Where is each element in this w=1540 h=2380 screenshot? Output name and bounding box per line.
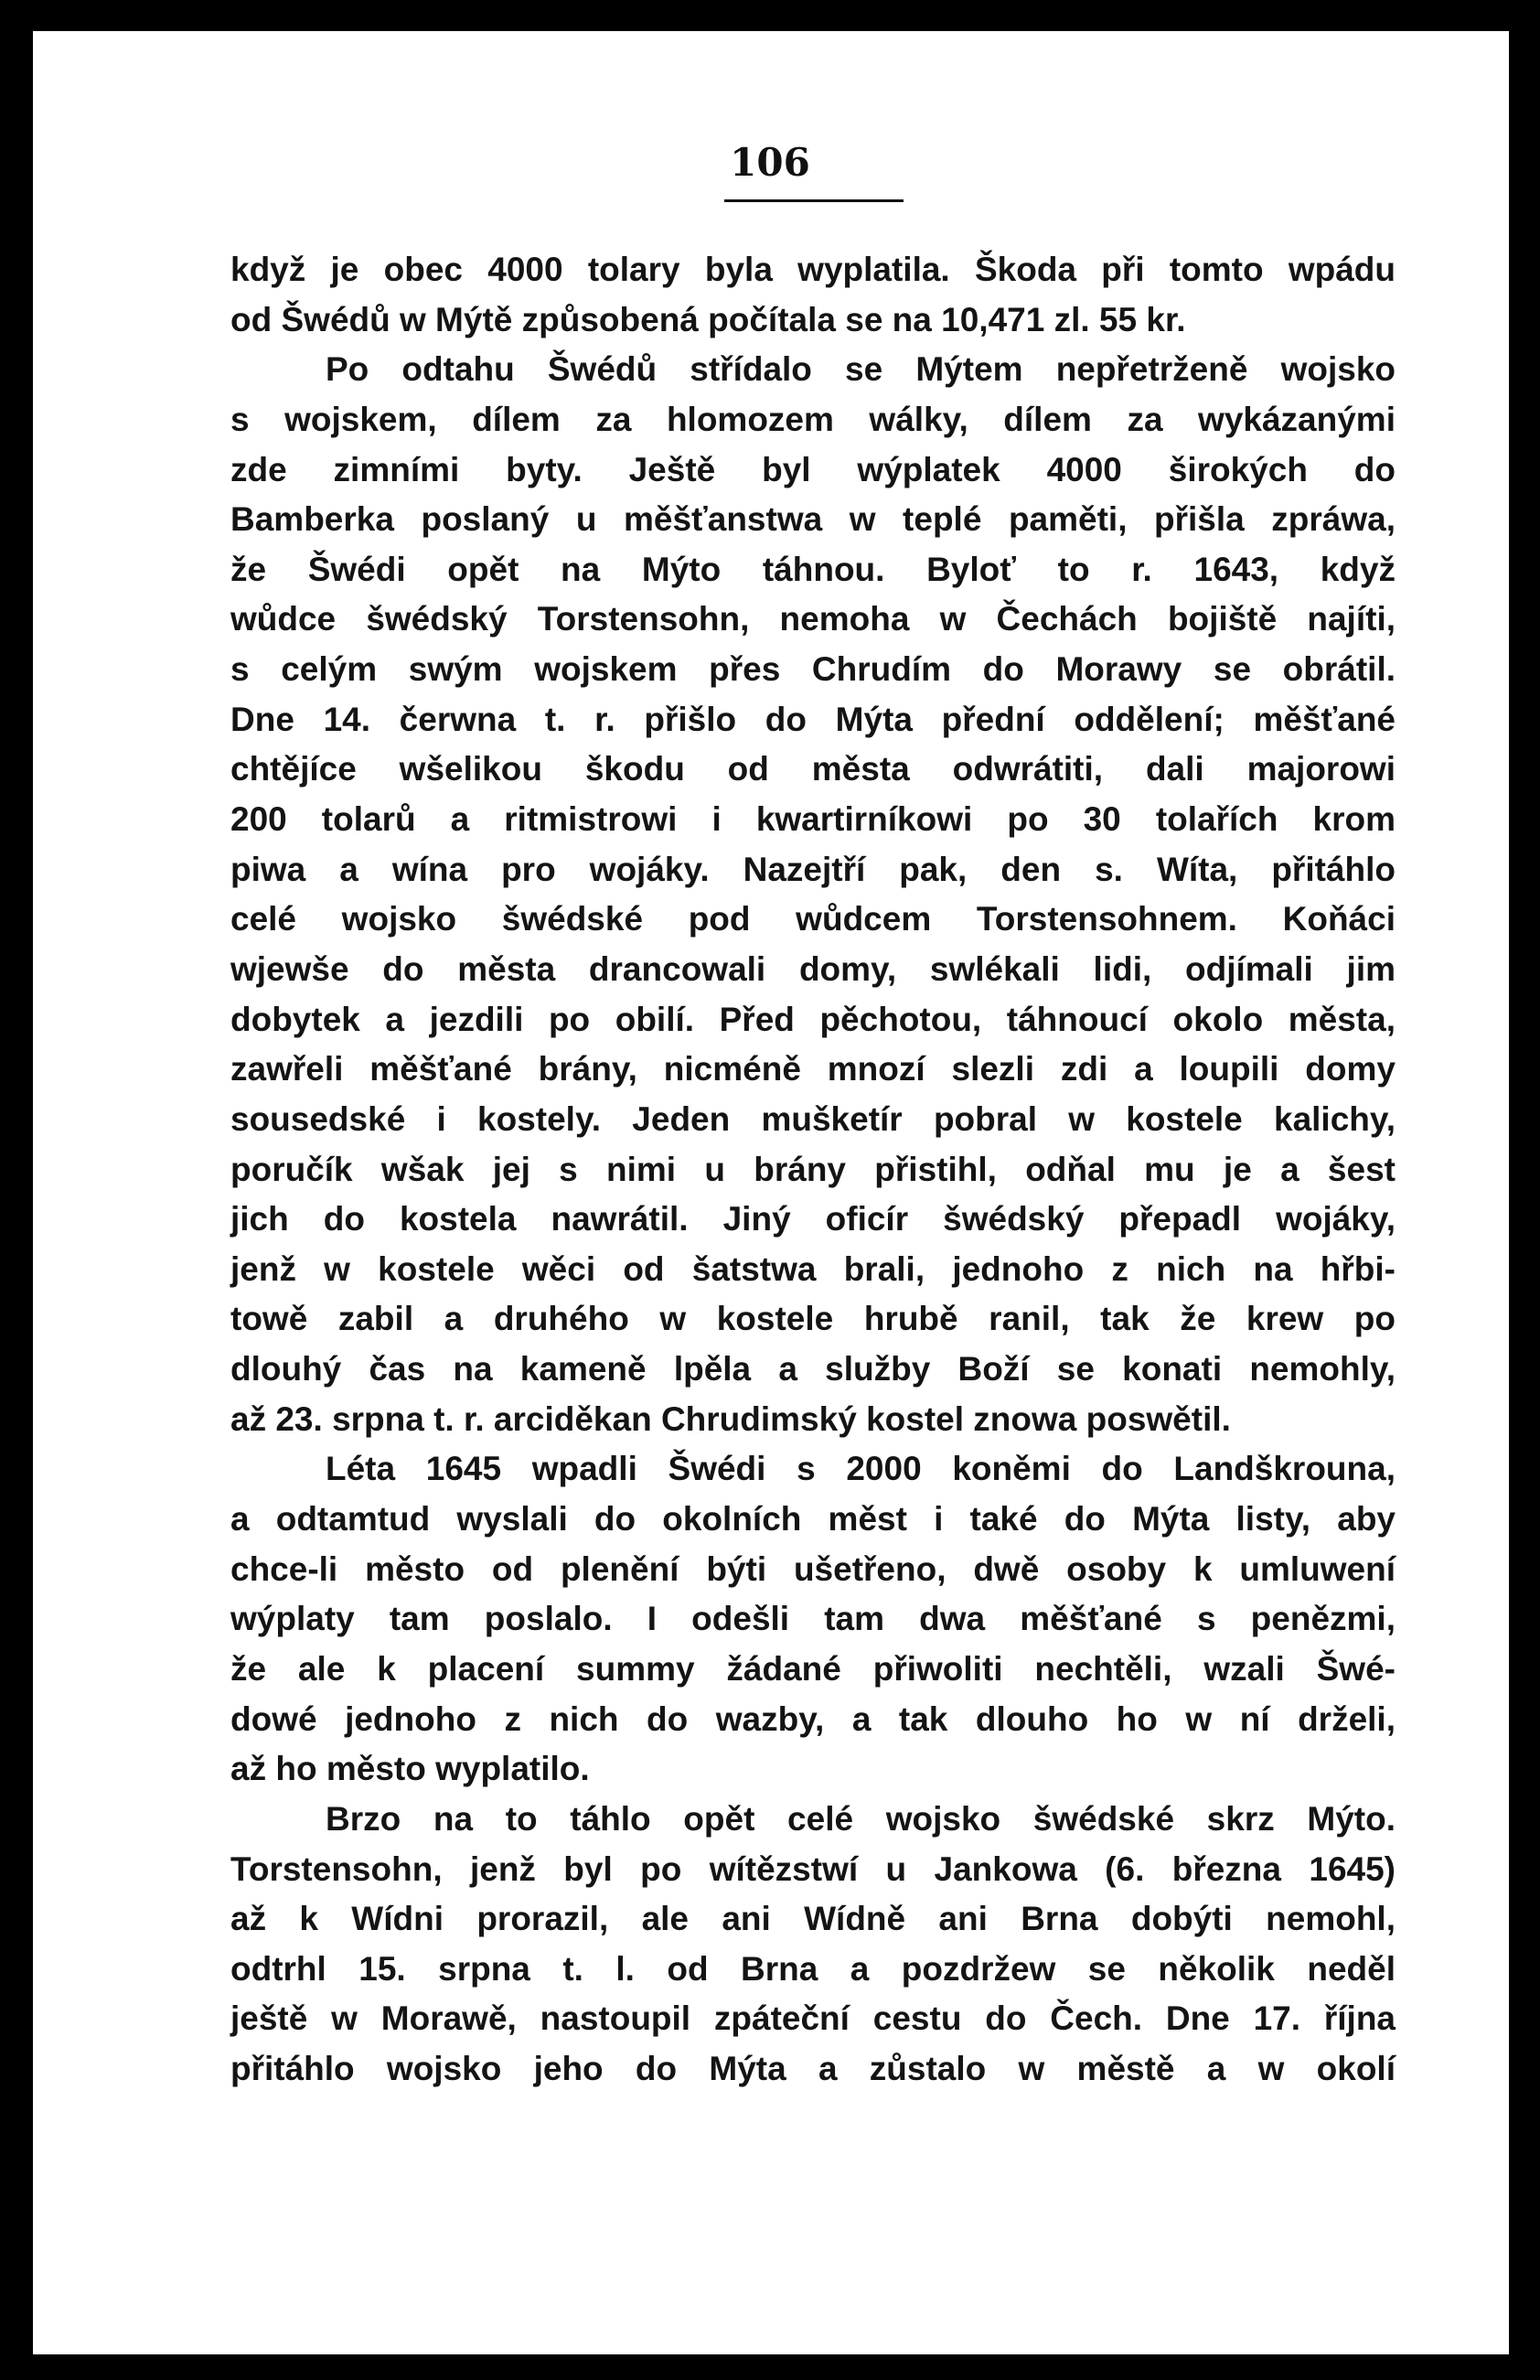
text-line: odtrhl 15. srpna t. l. od Brna a pozdržew se několik neděl	[230, 1949, 1396, 1988]
text-line: dobytek a jezdili po obilí. Před pěchotou, táhnoucí okolo města,	[230, 1000, 1396, 1038]
text-line: když je obec 4000 tolary byla wyplatila. Škoda při tomto wpádu	[230, 251, 1396, 288]
text-line: Po odtahu Šwédů střídalo se Mýtem nepřetrženě wojsko	[326, 350, 1396, 389]
text-line: dlouhý čas na kameně lpěla a služby Boží se konati nemohly,	[230, 1350, 1396, 1388]
text-line: piwa a wína pro wojáky. Nazejtří pak, den s. Wíta, přitáhlo	[230, 850, 1396, 888]
text-line: zawřeli měšťané brány, nicméně mnozí slezli zdi a loupili domy	[230, 1050, 1396, 1088]
text-line: Torstensohn, jenž byl po wítězstwí u Jankowa (6. března 1645)	[230, 1849, 1396, 1888]
text-line: Brzo na to táhlo opět celé wojsko šwédské skrz Mýto.	[326, 1799, 1396, 1838]
text-line: chce-li město od plenění býti ušetřeno, dwě osoby k umluwení	[230, 1549, 1396, 1588]
text-line: s celým swým wojskem přes Chrudím do Morawy se obrátil.	[230, 650, 1396, 689]
body-text	[230, 245, 1396, 2095]
text-line: zde zimními byty. Ještě byl wýplatek 4000 širokých do	[230, 450, 1396, 488]
text-line: wýplaty tam poslalo. I odešli tam dwa měšťané s penězmi,	[230, 1600, 1396, 1638]
text-line: od Šwédů w Mýtě způsobená počítala se na 10,471 zl. 55 kr.	[230, 300, 1186, 338]
text-line: 200 tolarů a ritmistrowi i kwartirníkowi po 30 tolařích krom	[230, 800, 1396, 839]
text-line: Dne 14. čerwna t. r. přišlo do Mýta přední oddělení; měšťané	[230, 700, 1396, 738]
text-line: že ale k placení summy žádané přiwoliti nechtěli, wzali Šwé-	[230, 1649, 1396, 1688]
text-line: jenž w kostele wěci od šatstwa brali, jednoho z nich na hřbi-	[230, 1249, 1396, 1288]
text-line: ještě w Morawě, nastoupil zpáteční cestu do Čech. Dne 17. října	[230, 1999, 1396, 2038]
text-line: celé wojsko šwédské pod wůdcem Torstensohnem. Koňáci	[230, 900, 1396, 938]
text-line: chtějíce wšelikou škodu od města odwrátiti, dali majorowi	[230, 750, 1396, 788]
page-number: 106	[730, 140, 810, 185]
text-line: až 23. srpna t. r. arciděkan Chrudimský kostel znowa poswětil.	[230, 1399, 1231, 1438]
text-line: s wojskem, dílem za hlomozem wálky, dílem za wykázanými	[230, 400, 1396, 438]
text-line: wůdce šwédský Torstensohn, nemoha w Čechách bojiště najíti,	[230, 600, 1396, 638]
text-line: poručík wšak jej s nimi u brány přistihl, odňal mu je a šest	[230, 1150, 1396, 1188]
text-line: a odtamtud wyslali do okolních měst i také do Mýta listy, aby	[230, 1500, 1396, 1538]
page-number-rule	[724, 199, 904, 202]
text-line: přitáhlo wojsko jeho do Mýta a zůstalo w městě a w okolí	[230, 2050, 1396, 2088]
text-line: sousedské i kostely. Jeden mušketír pobral w kostele kalichy,	[230, 1099, 1396, 1138]
text-line: Léta 1645 wpadli Šwédi s 2000 koněmi do Landškrouna,	[326, 1450, 1396, 1488]
text-line: až ho město wyplatilo.	[230, 1750, 590, 1788]
text-line: až k Wídni prorazil, ale ani Wídně ani Brna dobýti nemohl,	[230, 1900, 1396, 1938]
text-line: Bamberka poslaný u měšťanstwa w teplé paměti, přišla zpráwa,	[230, 500, 1396, 539]
text-line: wjewše do města drancowali domy, swlékali lidi, odjímali jim	[230, 949, 1396, 988]
text-line: jich do kostela nawrátil. Jiný oficír šwédský přepadl wojáky,	[230, 1200, 1396, 1238]
text-line: že Šwédi opět na Mýto táhnou. Byloť to r. 1643, když	[230, 550, 1396, 588]
text-line: dowé jednoho z nich do wazby, a tak dlouho ho w ní drželi,	[230, 1699, 1396, 1738]
text-line: towě zabil a druhého w kostele hrubě ranil, tak že krew po	[230, 1300, 1396, 1338]
